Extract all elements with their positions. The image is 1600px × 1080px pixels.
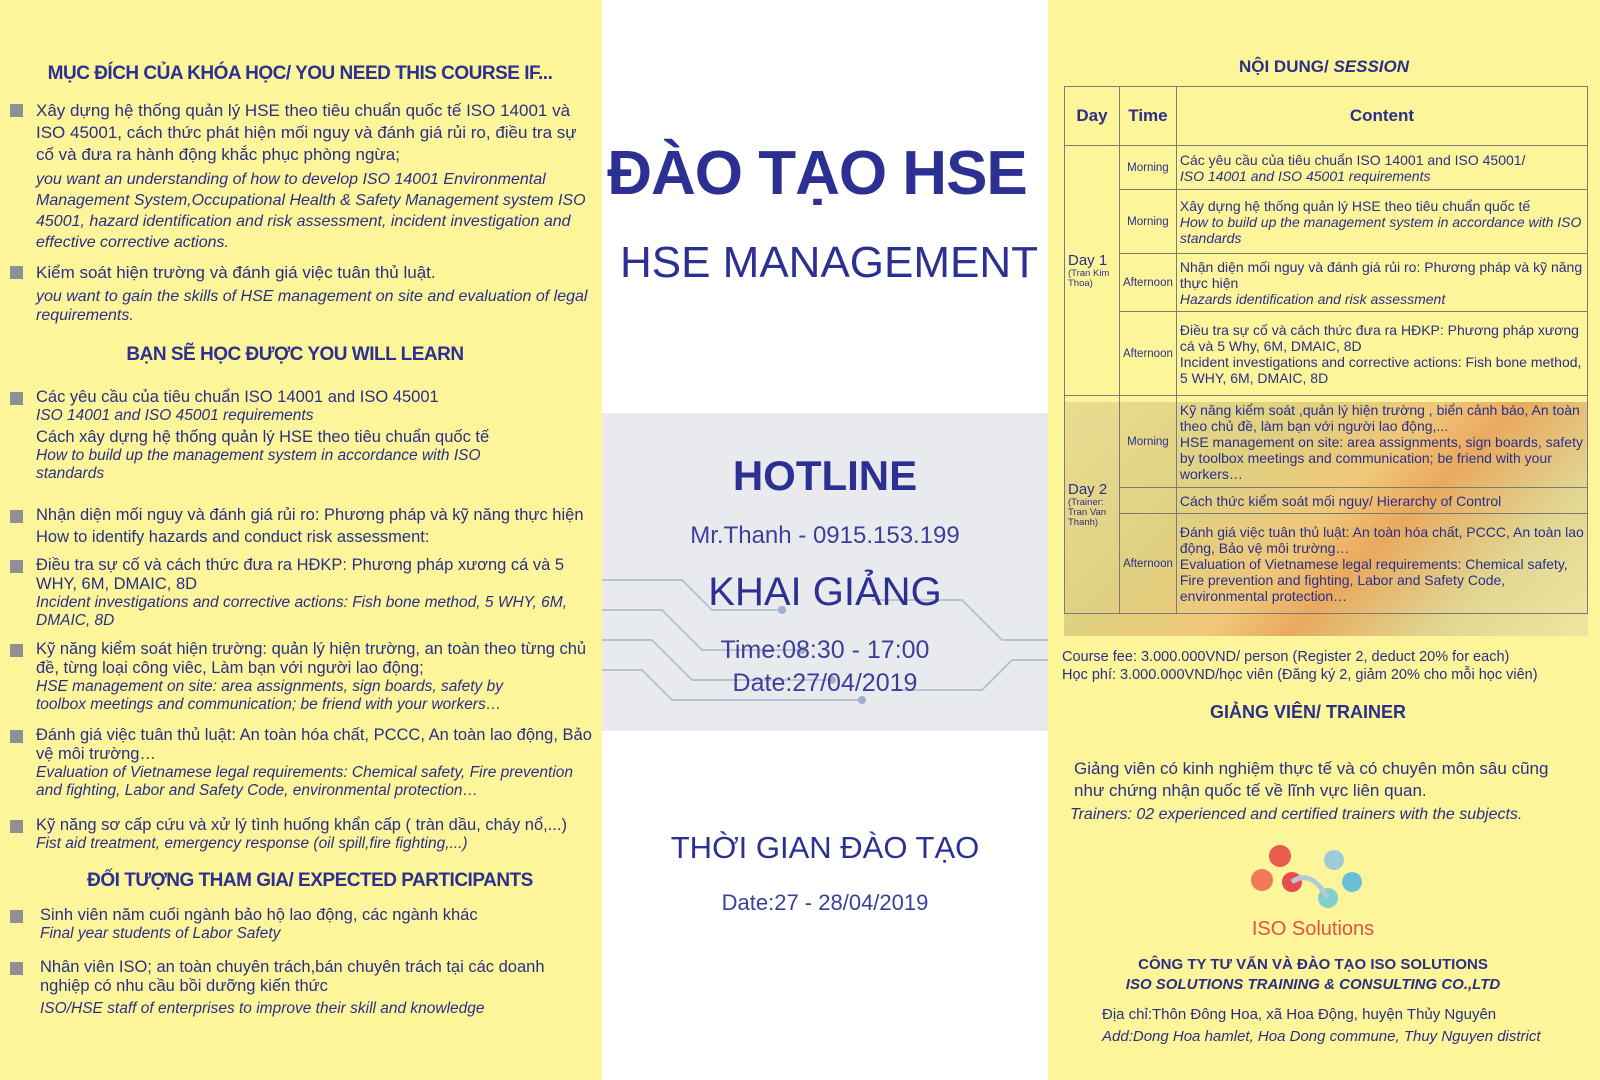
- purpose-item: [10, 262, 596, 325]
- middle-panel: [602, 0, 1048, 1080]
- right-panel: [1048, 0, 1600, 1080]
- hotline-number: Mr.Thanh - 0915.153.199: [690, 522, 960, 549]
- table-row: [1065, 146, 1588, 190]
- content-vn: Xây dựng hệ thống quản lý HSE theo tiêu chuẩn quốc tế: [1179, 197, 1531, 214]
- address-en: Add:Dong Hoa hamlet, Hoa Dong commune, Thuy Nguyen district: [1102, 1028, 1541, 1045]
- content-cell: [1176, 488, 1587, 514]
- logo-text: ISO Solutions: [1251, 918, 1375, 940]
- content-cell: [1176, 146, 1587, 190]
- learn-en: How to build up the management system in accordance with ISO standards: [36, 447, 481, 482]
- content-en: Incident investigations and corrective actions: Fish bone method, 5 WHY, 6M, DMAIC, 8D: [1179, 353, 1582, 386]
- bullet-icon: [10, 820, 23, 833]
- bullet-icon: [10, 392, 23, 405]
- learn-vn: Nhận diện mối nguy và đánh giá rủi ro: Phương pháp và kỹ năng thực hiện: [36, 506, 584, 524]
- participant-item: [10, 906, 596, 943]
- content-vn: Điều tra sự cố và cách thức đưa ra HĐKP: Phương pháp xương cá và 5 Why, 6M, DMAIC, 8D: [1179, 321, 1579, 354]
- content-vn: Nhận diện mối nguy và đánh giá rủi ro: Phương pháp và kỹ năng thực hiện: [1179, 258, 1583, 291]
- trainer-title: GIẢNG VIÊN/ TRAINER: [1209, 702, 1406, 722]
- time-cell: [1120, 488, 1177, 514]
- day2-label: Day 2: [1068, 481, 1108, 498]
- purpose-en: you want to gain the skills of HSE management on site and evaluation of legal requirements.: [36, 288, 588, 324]
- content-vn: Các yêu cầu của tiêu chuẩn ISO 14001 and ISO 45001/: [1179, 151, 1526, 168]
- learn-item: [10, 556, 596, 630]
- learn-title: BẠN SẼ HỌC ĐƯỢC YOU WILL LEARN: [126, 344, 464, 365]
- learn-en: Incident investigations and corrective actions: Fish bone method, 5 WHY, 6M, DMAIC, 8D: [36, 594, 568, 629]
- content-vn: Đánh giá việc tuân thủ luật: An toàn hóa chất, PCCC, An toàn lao động, Bảo vệ môi trường…: [1179, 523, 1584, 556]
- table-row: [1065, 312, 1588, 396]
- company-en: ISO SOLUTIONS TRAINING & CONSULTING CO.,LTD: [1125, 976, 1501, 993]
- day2-trainer: (Trainer: Tran Van Thanh): [1068, 497, 1107, 528]
- company-vn: CÔNG TY TƯ VẤN VÀ ĐÀO TẠO ISO SOLUTIONS: [1138, 956, 1488, 973]
- opening-date: Date:27/04/2019: [732, 669, 918, 697]
- iso-logo-icon: [1248, 842, 1378, 920]
- learn-en: Fist aid treatment, emergency response (oil spill,fire fighting,...): [36, 835, 468, 852]
- session-title-vn: NỘI DUNG/: [1238, 57, 1329, 76]
- table-row: [1065, 514, 1588, 614]
- learn-vn: Kỹ năng sơ cấp cứu và xử lý tình huống khẩn cấp ( tràn dầu, cháy nổ,...): [36, 816, 567, 834]
- learn-vn: Kỹ năng kiểm soát hiện trường: quản lý hiện trường, an toàn theo từng chủ đề, từng loại công viêc, Làm bạn với người lao động;: [36, 640, 587, 677]
- content-en: Evaluation of Vietnamese legal requirements: Chemical safety, Fire prevention and fighting, Labor and Safety Code, environmental protection…: [1179, 555, 1568, 604]
- participant-item: [10, 958, 596, 1018]
- opening-label: KHAI GIẢNG: [708, 570, 942, 614]
- circuit-decoration: [602, 540, 1048, 730]
- content-cell: [1176, 396, 1587, 488]
- day1-trainer: (Tran Kim Thoa): [1068, 268, 1110, 289]
- bullet-icon: [10, 730, 23, 743]
- main-subtitle: HSE MANAGEMENT: [619, 238, 1039, 287]
- learn-item: [10, 388, 596, 483]
- content-cell: [1176, 312, 1587, 396]
- bullet-icon: [10, 560, 23, 573]
- course-fee: [1062, 648, 1538, 684]
- purpose-vn: Xây dựng hệ thống quản lý HSE theo tiêu chuẩn quốc tế ISO 14001 và ISO 45001, cách thức phát hiện mối nguy và đánh giá rủi ro, điều tra sự cố và đưa ra hành động khắc phục phòng ngừa;: [36, 101, 577, 164]
- purpose-en: you want an understanding of how to develop ISO 14001 Environmental Management System,Occupational Health & Safety Management system ISO 45001, hazard identification and risk assessment, incident investigation and effective corrective actions.: [36, 171, 586, 251]
- learn-en: How to identify hazards and conduct risk assessment:: [36, 528, 430, 546]
- header-content: Content: [1176, 87, 1587, 146]
- learn-en: ISO 14001 and ISO 45001 requirements: [36, 407, 314, 424]
- session-title: [1048, 57, 1600, 77]
- learn-item: [10, 640, 596, 714]
- participant-en: ISO/HSE staff of enterprises to improve their skill and knowledge: [40, 1000, 485, 1017]
- learn-en: Evaluation of Vietnamese legal requirements: Chemical safety, Fire prevention and fighting, Labor and Safety Code, environmental protection…: [36, 764, 574, 799]
- trainer-vn: Giảng viên có kinh nghiệm thực tế và có chuyên môn sâu cũng như chứng nhận quốc tế về lĩnh vực liên quan.: [1074, 759, 1549, 800]
- address-vn: Địa chỉ:Thôn Đông Hoa, xã Hoa Động, huyện Thủy Nguyên: [1102, 1006, 1497, 1023]
- time-cell: Morning: [1120, 190, 1177, 254]
- content-cell: [1176, 514, 1587, 614]
- table-header: [1065, 87, 1588, 146]
- table-row: [1065, 396, 1588, 488]
- participant-en: Final year students of Labor Safety: [40, 925, 281, 942]
- learn-vn: Điều tra sự cố và cách thức đưa ra HĐKP: Phương pháp xương cá và 5 WHY, 6M, DMAIC, 8D: [36, 556, 565, 593]
- day1-label: Day 1: [1068, 252, 1108, 269]
- learn-vn: Đánh giá việc tuân thủ luật: An toàn hóa chất, PCCC, An toàn lao động, Bảo vệ môi trường…: [36, 726, 592, 763]
- session-title-en: SESSION: [1333, 57, 1410, 76]
- content-en: Hazards identification and risk assessment: [1179, 290, 1446, 307]
- table-row: [1065, 488, 1588, 514]
- participant-vn: Nhân viên ISO; an toàn chuyên trách,bán chuyên trách tại các doanh nghiệp có nhu cầu bồi dưỡng kiến thức: [40, 958, 545, 995]
- bullet-icon: [10, 962, 23, 975]
- purpose-item: [10, 100, 596, 253]
- trainer-en: Trainers: 02 experienced and certified trainers with the subjects.: [1070, 806, 1523, 823]
- participants-title: ĐỐI TƯỢNG THAM GIA/ EXPECTED PARTICIPANTS: [87, 870, 533, 891]
- bullet-icon: [10, 644, 23, 657]
- time-cell: Morning: [1120, 396, 1177, 488]
- table-row: [1065, 190, 1588, 254]
- content-en: How to build up the management system in accordance with ISO standards: [1179, 213, 1582, 246]
- time-cell: Afternoon: [1120, 254, 1177, 312]
- time-cell: Afternoon: [1120, 312, 1177, 396]
- bullet-icon: [10, 510, 23, 523]
- learn-item: [10, 816, 596, 853]
- left-panel: [0, 0, 602, 1080]
- learn-vn: Các yêu cầu của tiêu chuẩn ISO 14001 and ISO 45001: [36, 388, 439, 406]
- fee-en: Course fee: 3.000.000VND/ person (Register 2, deduct 20% for each): [1062, 649, 1510, 665]
- content-cell: [1176, 190, 1587, 254]
- day1-cell: [1065, 146, 1120, 396]
- hotline-label: HOTLINE: [732, 452, 918, 499]
- content-en: HSE management on site: area assignments, sign boards, safety by toolbox meetings and communication; be friend with your workers…: [1179, 433, 1583, 482]
- training-label: THỜI GIAN ĐÀO TẠO: [670, 830, 980, 865]
- header-time: Time: [1120, 87, 1177, 146]
- session-table: [1064, 86, 1588, 614]
- content-en: ISO 14001 and ISO 45001 requirements: [1179, 167, 1431, 184]
- fee-vn: Học phí: 3.000.000VND/học viên (Đăng ký 2, giảm 20% cho mỗi học viên): [1062, 667, 1538, 683]
- content-cell: [1176, 254, 1587, 312]
- bullet-icon: [10, 910, 23, 923]
- bullet-icon: [10, 104, 23, 117]
- learn-item: [10, 726, 596, 800]
- learn-vn: Cách xây dựng hệ thống quản lý HSE theo tiêu chuẩn quốc tế: [36, 428, 490, 446]
- learn-item: [10, 506, 596, 547]
- opening-time: Time:08:30 - 17:00: [720, 636, 930, 664]
- time-cell: Afternoon: [1120, 514, 1177, 614]
- learn-en: HSE management on site: area assignments, sign boards, safety by toolbox meetings and communication; be friend with your workers…: [36, 678, 503, 713]
- table-row: [1065, 254, 1588, 312]
- content-vn: Cách thức kiểm soát mối nguy/ Hierarchy of Control: [1179, 492, 1502, 509]
- training-date: Date:27 - 28/04/2019: [721, 890, 929, 915]
- time-cell: Morning: [1120, 146, 1177, 190]
- main-title: ĐÀO TẠO HSE: [607, 139, 1027, 208]
- participant-vn: Sinh viên năm cuối ngành bảo hộ lao động, các ngành khác: [40, 906, 478, 924]
- header-day: Day: [1065, 87, 1120, 146]
- purpose-title: MỤC ĐÍCH CỦA KHÓA HỌC/ YOU NEED THIS COURSE IF...: [47, 63, 553, 84]
- content-vn: Kỹ năng kiểm soát ,quản lý hiện trường , biển cảnh báo, An toàn theo chủ đề, làm bạn với người lao động,...: [1179, 401, 1580, 434]
- day2-cell: [1065, 396, 1120, 614]
- purpose-vn: Kiểm soát hiện trường và đánh giá việc tuân thủ luật.: [36, 263, 436, 282]
- bullet-icon: [10, 266, 23, 279]
